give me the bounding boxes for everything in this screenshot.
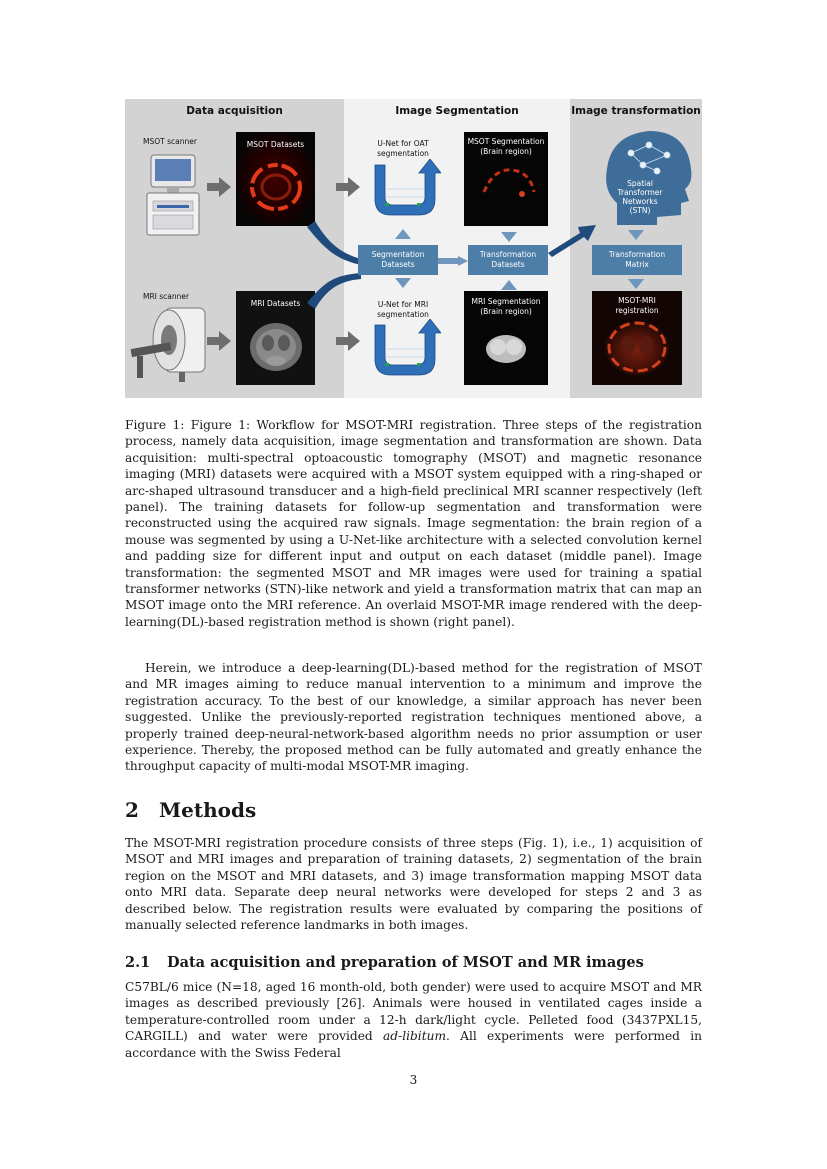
msot-scanner-label: MSOT scanner xyxy=(143,137,197,146)
transformation-matrix-label-2: Matrix xyxy=(625,260,649,269)
arrow-up-icon xyxy=(501,278,517,290)
arrow-down-icon xyxy=(628,277,644,289)
connector-curves xyxy=(305,219,365,309)
subsection-heading xyxy=(125,954,644,971)
arrow-down-icon xyxy=(395,276,411,288)
data-acquisition-text-2: . All experiments were performed in accordance with the Swiss Federal xyxy=(125,1029,703,1060)
subsection-number: 2.1 xyxy=(125,954,151,971)
stn-label-3: Networks xyxy=(622,197,658,206)
segmentation-datasets-box xyxy=(358,245,438,275)
mri-segmentation-label-2: (Brain region) xyxy=(480,307,532,316)
data-acquisition-title: Data acquisition xyxy=(186,105,283,117)
arrow-right-icon xyxy=(207,331,231,351)
page-number: 3 xyxy=(409,1073,418,1087)
msot-scanner-illustration xyxy=(143,151,205,237)
stn-label-4: (STN) xyxy=(629,206,651,215)
registration-label-2: registration xyxy=(615,306,659,315)
stn-label-2: Transformer xyxy=(617,188,663,197)
data-acquisition-text-1: C57BL/6 mice (N=18, aged 16 month-old, both gender) were used to acquire MSOT and MR images as described previously [26]. Animals were housed in ventilated cages inside a temperature-controlled room under a 12-h dark/light cycle. Pelleted food (3437PXL15, CARGILL) and water were provided xyxy=(125,980,702,1044)
arrow-right-icon xyxy=(438,256,468,266)
arrow-up-icon xyxy=(395,227,411,239)
workflow-figure xyxy=(125,99,702,398)
data-acquisition-paragraph xyxy=(125,979,702,1061)
methods-paragraph: The MSOT-MRI registration procedure consists of three steps (Fig. 1), i.e., 1) acquisition of MSOT and MRI images and preparation of training datasets, 2) segmentation of the brain region on the MSOT and MRI datasets, and 3) image transformation mapping MSOT data onto MRI data. Separate deep neural networks were developed for steps 2 and 3 as described below. The registration results were evaluated by comparing the positions of manually selected reference landmarks in both images. xyxy=(125,836,702,933)
mri-segmentation-label-1: MRI Segmentation xyxy=(471,297,541,306)
msot-segmentation-label-1: MSOT Segmentation xyxy=(467,137,545,146)
section-heading-methods xyxy=(125,798,256,822)
msot-datasets-label: MSOT Datasets xyxy=(246,140,305,149)
subsection-title: Data acquisition and preparation of MSOT and MR images xyxy=(167,954,644,971)
unet-oat-label-2: segmentation xyxy=(377,149,429,158)
mri-datasets-label: MRI Datasets xyxy=(250,299,301,308)
image-segmentation-title: Image Segmentation xyxy=(395,105,519,117)
image-transformation-title: Image transformation xyxy=(571,105,701,117)
arrow-down-icon xyxy=(501,230,517,242)
section-number: 2 xyxy=(125,798,139,822)
segmentation-datasets-label-2: Datasets xyxy=(381,260,415,269)
unet-mri-diagram xyxy=(369,319,441,379)
arrow-right-icon xyxy=(336,177,360,197)
arrow-right-icon xyxy=(336,331,360,351)
transformation-datasets-label-1: Transformation xyxy=(479,250,537,259)
arrow-right-icon xyxy=(207,177,231,197)
segmentation-datasets-label-1: Segmentation xyxy=(371,250,425,259)
transformation-datasets-box xyxy=(468,245,548,275)
unet-mri-label-2: segmentation xyxy=(377,310,429,319)
arrow-to-stn-icon xyxy=(548,217,596,257)
mri-scanner-label: MRI scanner xyxy=(143,292,190,301)
msot-segmentation-label-2: (Brain region) xyxy=(480,147,532,156)
transformation-matrix-box xyxy=(592,245,682,275)
section-title: Methods xyxy=(159,798,257,822)
unet-oat-label-1: U-Net for OAT xyxy=(377,139,429,148)
figure-caption: Figure 1: Figure 1: Workflow for MSOT-MRI registration. Three steps of the registration process, namely data acquisition, image segmentation and transformation are shown. Data acquisition: multi-spectral optoacoustic tomography (MSOT) and magnetic resonance imaging (MRI) datasets were acquired with a MSOT system equipped with a ring-shaped or arc-shaped ultrasound transducer and a high-field preclinical MRI scanner respectively (left panel). The training datasets for follow-up segmentation and transformation were reconstructed using the acquired raw signals. Image segmentation: the brain region of a mouse was segmented by using a U-Net-like architecture with a selected convolution kernel and padding size for different input and output on each dataset (middle panel). Image transformation: the segmented MSOT and MR images were used for training a spatial transformer networks (STN)-like network and yield a transformation matrix that can map an MSOT image onto the MRI reference. An overlaid MSOT-MR image rendered with the deep-learning(DL)-based registration method is shown (right panel). xyxy=(125,418,702,629)
transformation-matrix-label-1: Transformation xyxy=(608,250,666,259)
mri-scanner-illustration xyxy=(129,302,211,384)
registration-label-1: MSOT-MRI xyxy=(618,296,656,305)
unet-oat-diagram xyxy=(369,159,441,219)
arrow-down-icon xyxy=(628,228,644,240)
unet-mri-label-1: U-Net for MRI xyxy=(377,300,429,309)
transformation-datasets-label-2: Datasets xyxy=(491,260,525,269)
stn-label-1: Spatial xyxy=(627,179,653,188)
intro-paragraph: Herein, we introduce a deep-learning(DL)-based method for the registration of MSOT and MR images aiming to reduce manual intervention to a minimum and improve the registration accuracy. To the best of our knowledge, a similar approach has never been suggested. Unlike the previously-reported registration techniques mentioned above, a properly trained deep-neural-network-based algorithm needs no prior assumption or user experience. Thereby, the proposed method can be fully automated and greatly enhance the throughput capacity of multi-modal MSOT-MR imaging. xyxy=(125,661,702,774)
data-acquisition-italic: ad-libitum xyxy=(383,1029,447,1044)
